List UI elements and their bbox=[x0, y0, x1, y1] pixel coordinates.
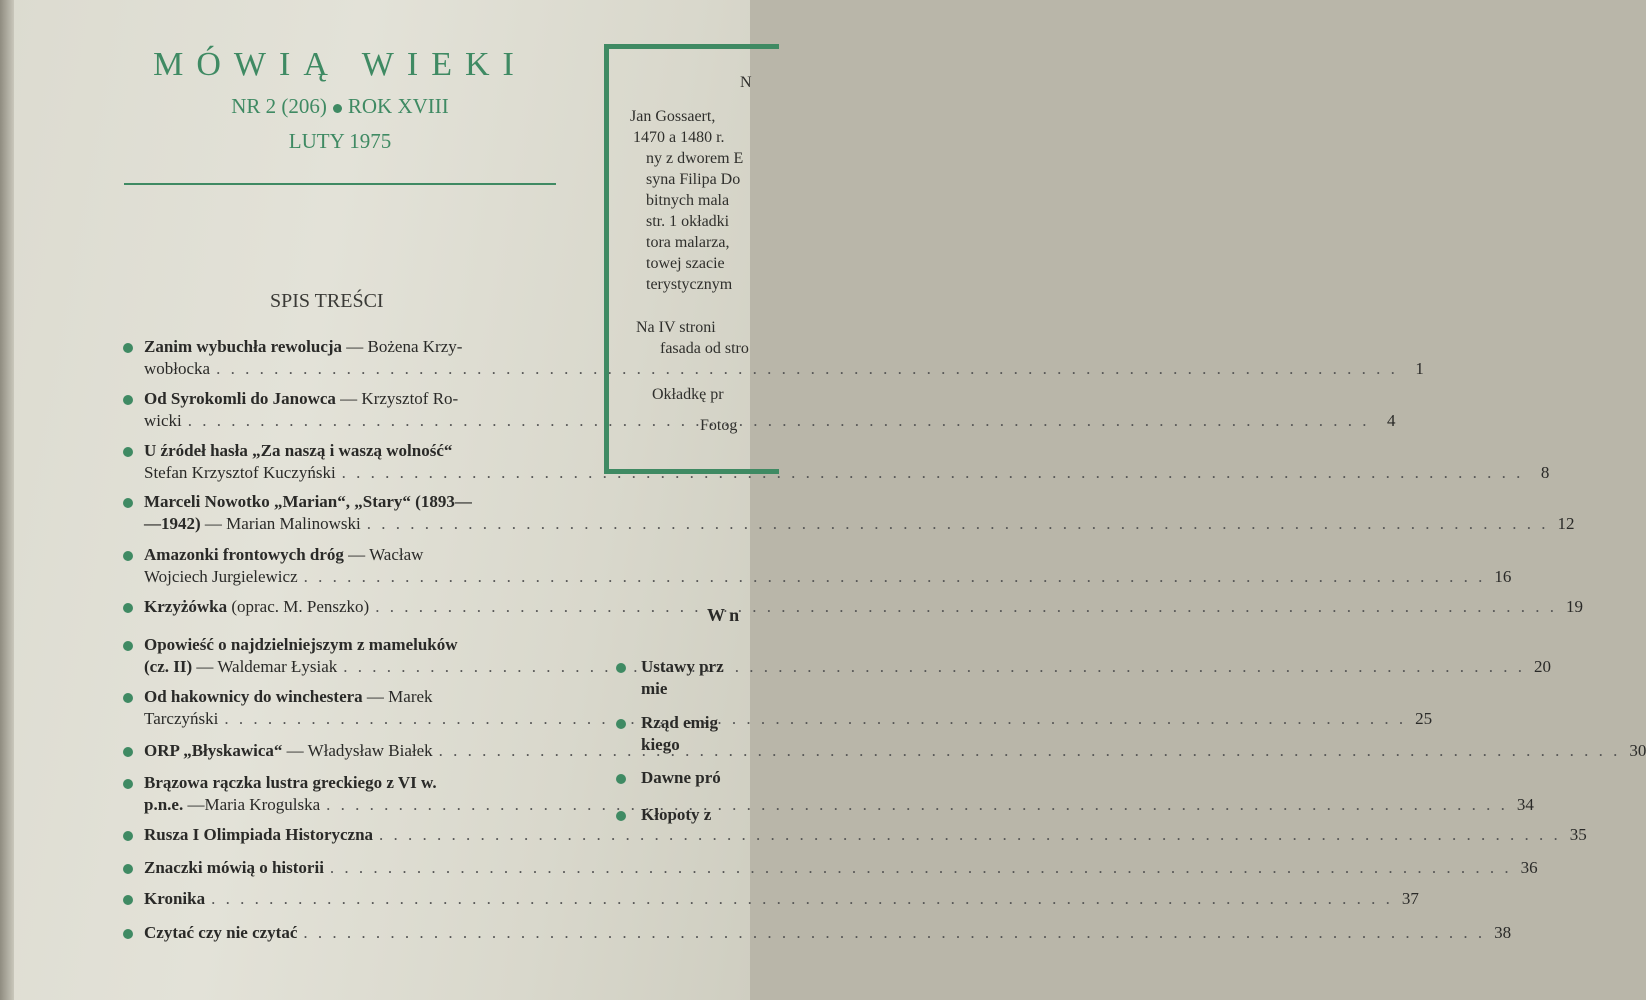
toc-page-number: 35 bbox=[1569, 825, 1587, 844]
toc-entry-line bbox=[144, 888, 1419, 910]
bullet-dot-icon bbox=[616, 774, 626, 784]
toc-entry-line bbox=[144, 824, 1587, 846]
toc-entry-title: Kronika bbox=[144, 889, 206, 908]
leader-dots bbox=[304, 566, 1486, 588]
toc-entry-title: Rusza I Olimpiada Historyczna bbox=[144, 825, 374, 844]
toc-entry-author: — Wacław bbox=[343, 545, 424, 564]
toc-entry-line bbox=[144, 544, 564, 566]
bullet-dot-icon bbox=[123, 551, 133, 561]
toc-entry-author: (oprac. M. Penszko) bbox=[227, 597, 370, 616]
leader-dots bbox=[367, 513, 1549, 535]
toc-page-number: 16 bbox=[1494, 567, 1512, 586]
cover-note-line: Fotog bbox=[700, 417, 738, 434]
toc-entry-title: Od Syrokomli do Janowca bbox=[144, 389, 336, 408]
toc-entry-author: — Marian Malinowski bbox=[200, 514, 361, 533]
toc-entry-author: Stefan Krzysztof Kuczyński bbox=[144, 463, 336, 482]
toc-entry-title: Amazonki frontowych dróg bbox=[144, 545, 344, 564]
toc-entry-title: Brązowa rączka lustra greckiego z VI w. bbox=[144, 773, 437, 792]
right-column-entry: Rząd emig kiego bbox=[641, 713, 718, 754]
toc-entry-author: —Maria Krogulska bbox=[183, 795, 321, 814]
toc-page-number: 37 bbox=[1401, 889, 1419, 908]
cover-note-line: 1470 a 1480 r. bbox=[633, 129, 725, 146]
cover-note-line: terystycznym bbox=[646, 276, 733, 293]
toc-entry-line bbox=[144, 922, 1512, 944]
right-column-entry: Ustawy prz mie bbox=[641, 657, 724, 698]
bullet-dot-icon bbox=[123, 641, 133, 651]
magazine-title: MÓWIĄ WIEKI bbox=[153, 46, 527, 83]
right-column-entry: Kłopoty z bbox=[641, 805, 712, 824]
leader-dots bbox=[211, 888, 1393, 910]
toc-page-number: 20 bbox=[1534, 657, 1552, 676]
leader-dots bbox=[379, 824, 1561, 846]
issue-number: NR 2 (206) bbox=[231, 94, 327, 118]
toc-entry-author: — Waldemar Łysiak bbox=[192, 657, 338, 676]
bullet-dot-icon bbox=[123, 895, 133, 905]
toc-entry-title: Krzyżówka bbox=[144, 597, 228, 616]
toc-entry-line bbox=[144, 388, 564, 410]
toc-entry-author: — Bożena Krzy- bbox=[342, 337, 463, 356]
toc-entry-line bbox=[144, 358, 1424, 380]
toc-entry-author: — Marek bbox=[362, 687, 433, 706]
toc-entry-title: Zanim wybuchła rewolucja bbox=[144, 337, 343, 356]
binding-edge bbox=[0, 0, 14, 1000]
bullet-dot-icon bbox=[123, 864, 133, 874]
toc-page-number: 25 bbox=[1415, 709, 1433, 728]
bullet-dot-icon bbox=[123, 831, 133, 841]
toc-entry-line bbox=[144, 857, 1538, 879]
toc-page-number: 36 bbox=[1520, 858, 1538, 877]
bullet-dot-icon bbox=[123, 395, 133, 405]
bullet-dot-icon bbox=[123, 747, 133, 757]
cover-note-line: ny z dworem E bbox=[646, 150, 744, 167]
leader-dots bbox=[326, 794, 1508, 816]
toc-entry-title: ORP „Błyskawica“ bbox=[144, 741, 283, 760]
right-column-entry: Dawne pró bbox=[641, 768, 721, 787]
toc-entry-author: — Władysław Białek bbox=[282, 741, 433, 760]
toc-entry-line bbox=[144, 440, 564, 462]
bullet-dot-icon bbox=[123, 779, 133, 789]
leader-dots bbox=[216, 358, 1398, 380]
leader-dots bbox=[439, 740, 1621, 762]
toc-page-number: 1 bbox=[1415, 359, 1424, 378]
toc-entry-title: Opowieść o najdzielniejszym z mameluków bbox=[144, 635, 458, 654]
issue-line bbox=[120, 94, 560, 119]
toc-page-number: 38 bbox=[1494, 923, 1512, 942]
toc-entry-line bbox=[144, 491, 564, 513]
toc-entry-title: Marceli Nowotko „Marian“, „Stary“ (1893— bbox=[144, 492, 472, 511]
toc-page-number: 19 bbox=[1565, 597, 1583, 616]
toc-entry-line bbox=[144, 566, 1512, 588]
toc-entry-author: Tarczyński bbox=[144, 709, 219, 728]
toc-entry-title: Czytać czy nie czytać bbox=[144, 923, 298, 942]
issue-date: LUTY 1975 bbox=[288, 129, 392, 153]
leader-dots bbox=[303, 922, 1485, 944]
cover-note-line: Na IV stroni bbox=[636, 319, 716, 336]
cover-note-line: N bbox=[740, 74, 752, 91]
toc-entry-line bbox=[144, 462, 1550, 484]
right-column-heading: W n bbox=[707, 605, 740, 625]
cover-note-line: str. 1 okładki bbox=[646, 213, 730, 230]
leader-dots bbox=[375, 596, 1557, 618]
leader-dots bbox=[330, 857, 1512, 879]
toc-entry-line bbox=[144, 513, 1575, 535]
cover-note-line: Okładkę pr bbox=[652, 386, 724, 403]
bullet-dot-icon bbox=[123, 343, 133, 353]
masthead bbox=[120, 46, 560, 154]
toc-entry-title: p.n.e. bbox=[144, 795, 184, 814]
toc-entry-title: Od hakownicy do winchestera bbox=[144, 687, 363, 706]
toc-entry-title: —1942) bbox=[144, 514, 201, 533]
cover-note-line: tora malarza, bbox=[646, 234, 730, 251]
leader-dots bbox=[224, 708, 1406, 730]
leader-dots bbox=[343, 656, 1525, 678]
cover-note-line: towej szacie bbox=[646, 255, 725, 272]
bullet-dot-icon bbox=[616, 811, 626, 821]
bullet-dot-icon bbox=[123, 929, 133, 939]
toc-page-number: 34 bbox=[1516, 795, 1534, 814]
leader-dots bbox=[342, 462, 1524, 484]
issue-year: ROK XVIII bbox=[347, 94, 449, 118]
toc-heading: SPIS TREŚCI bbox=[270, 290, 384, 312]
cover-note-line: syna Filipa Do bbox=[646, 171, 741, 188]
toc-entry-author: Wojciech Jurgielewicz bbox=[144, 567, 298, 586]
bullet-dot-icon bbox=[123, 603, 133, 613]
toc-page-number: 12 bbox=[1557, 514, 1575, 533]
bullet-dot-icon bbox=[333, 104, 342, 113]
toc-page-number: 4 bbox=[1387, 411, 1396, 430]
toc-entry-line bbox=[144, 634, 564, 656]
toc-page-number: 30 bbox=[1629, 741, 1646, 760]
header-rule bbox=[124, 183, 556, 185]
toc-entry-line bbox=[144, 708, 1433, 730]
bullet-dot-icon bbox=[123, 693, 133, 703]
toc-entry-line bbox=[144, 336, 564, 358]
bullet-dot-icon bbox=[616, 719, 626, 729]
toc-entry-line bbox=[144, 740, 1646, 762]
cover-note-line: fasada od stro bbox=[660, 340, 749, 357]
cover-note-line: Jan Gossaert, bbox=[630, 108, 716, 125]
toc-entry-title: U źródeł hasła „Za naszą i waszą wolność“ bbox=[144, 441, 453, 460]
bullet-dot-icon bbox=[616, 663, 626, 673]
toc-entry-author: wobłocka bbox=[144, 359, 211, 378]
toc-entry-author: — Krzysztof Ro- bbox=[335, 389, 459, 408]
toc-entry-line bbox=[144, 772, 564, 794]
toc-entry-title: (cz. II) bbox=[144, 657, 193, 676]
bullet-dot-icon bbox=[123, 447, 133, 457]
cover-note-line: bitnych mala bbox=[646, 192, 730, 209]
toc-entry-line bbox=[144, 686, 564, 708]
bullet-dot-icon bbox=[123, 498, 133, 508]
toc-entry-author: wicki bbox=[144, 411, 182, 430]
toc-page-number: 8 bbox=[1540, 463, 1550, 482]
toc-entry-title: Znaczki mówią o historii bbox=[144, 858, 324, 877]
